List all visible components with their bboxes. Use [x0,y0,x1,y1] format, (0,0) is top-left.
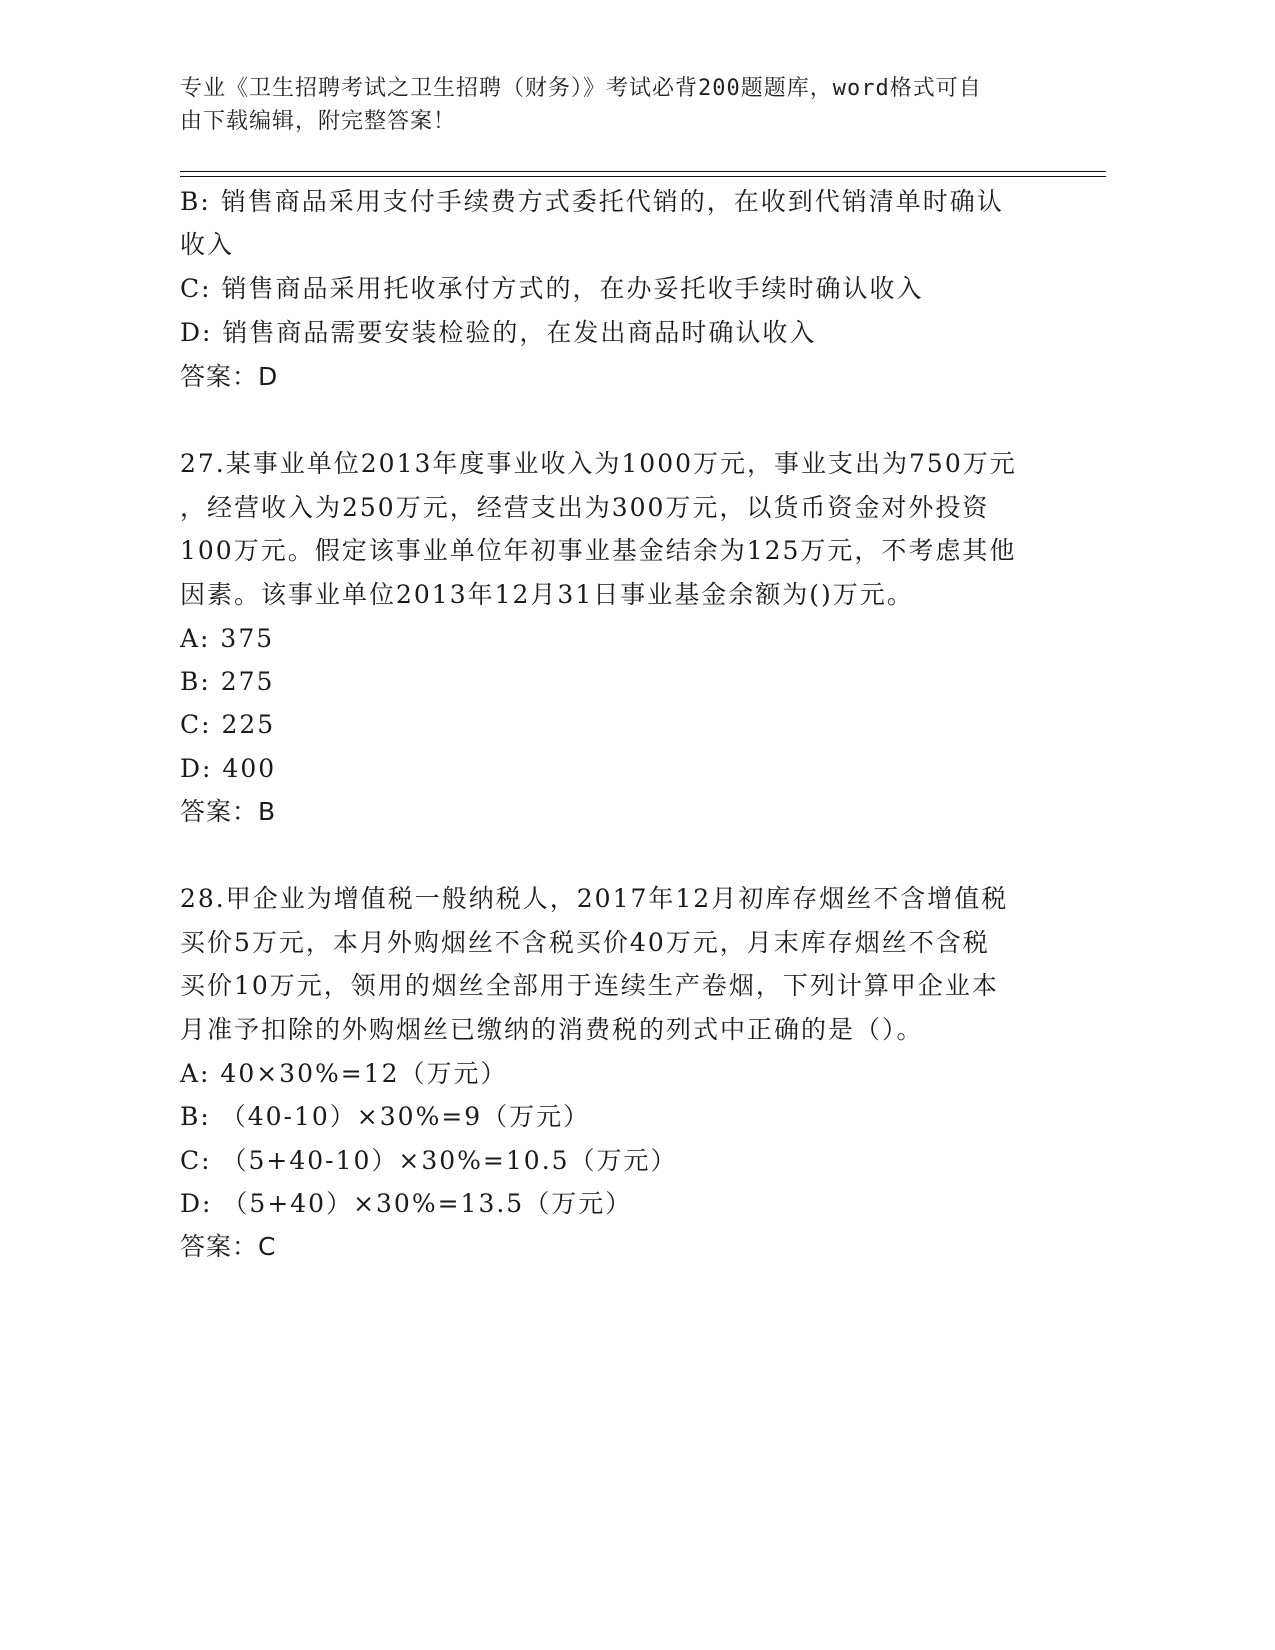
q28-option-d: D: （5+40）×30%=13.5（万元） [180,1189,633,1218]
q26-option-c: C: 销售商品采用托收承付方式的，在办妥托收手续时确认收入 [180,274,924,303]
q27-option-c: C: 225 [180,710,276,739]
q27-stem-line2: ，经营收入为250万元，经营支出为300万元，以货币资金对外投资 [180,493,990,522]
document-header [180,72,1040,138]
q28-stem-line3: 买价10万元，领用的烟丝全部用于连续生产卷烟，下列计算甲企业本 [180,971,999,1000]
q27-option-b: B: 275 [180,667,275,696]
q28-answer: 答案：C [180,1232,277,1261]
q27-stem-line3: 100万元。假定该事业单位年初事业基金结余为125万元，不考虑其他 [180,536,1017,565]
q28-option-a: A: 40×30%=12（万元） [180,1059,508,1088]
header-line-2: 由下载编辑，附完整答案！ [180,109,457,134]
header-line-1: 专业《卫生招聘考试之卫生招聘（财务）》考试必背200题题库，word格式可自 [180,76,982,101]
q26-answer: 答案：D [180,362,279,391]
q27-option-d: D: 400 [180,754,277,783]
q27-stem-line4: 因素。该事业单位2013年12月31日事业基金余额为()万元。 [180,580,914,609]
q27-option-a: A: 375 [180,624,275,653]
header-divider-bottom [180,176,1106,177]
q28-stem-line4: 月准予扣除的外购烟丝已缴纳的消费税的列式中正确的是（）。 [180,1015,924,1044]
q26-option-b-line1: B: 销售商品采用支付手续费方式委托代销的，在收到代销清单时确认 [180,187,1004,216]
q28-option-b: B: （40-10）×30%=9（万元） [180,1102,591,1131]
q28-stem-line2: 买价5万元，本月外购烟丝不含税买价40万元，月末库存烟丝不含税 [180,928,990,957]
q28-stem-line1: 28.甲企业为增值税一般纳税人，2017年12月初库存烟丝不含增值税 [180,884,1009,913]
q26-option-d: D: 销售商品需要安装检验的，在发出商品时确认收入 [180,318,817,347]
header-divider-top [180,171,1106,172]
q28-option-c: C: （5+40-10）×30%=10.5（万元） [180,1146,678,1175]
q27-stem-line1: 27.某事业单位2013年度事业收入为1000万元，事业支出为750万元 [180,449,1017,478]
q26-option-b-line2: 收入 [180,230,235,259]
q27-answer: 答案：B [180,797,277,826]
